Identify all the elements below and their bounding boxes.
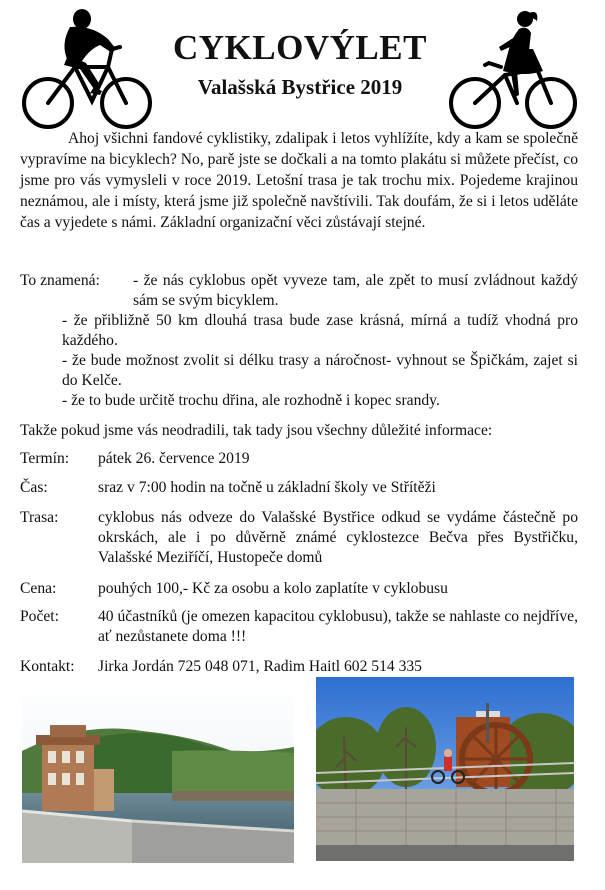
list-item: - že bude možnost zvolit si délku trasy a náročnost- vyhnout se Špičkám, zajet si do Kelče. <box>62 352 578 389</box>
kontakt-label: Kontakt: <box>20 658 75 675</box>
trasa-label: Trasa: <box>20 509 59 526</box>
to-znamena-label: To znamená: <box>20 272 100 289</box>
cyclist-woman-icon <box>445 5 580 133</box>
list-item: - že to bude určitě trochu dřina, ale rozhodně i kopec srandy. <box>62 392 440 409</box>
cas-value: sraz v 7:00 hodin na točně u základní školy ve Střítěži <box>98 479 436 496</box>
kontakt-value: Jirka Jordán 725 048 071, Radim Haitl 602 514 335 <box>98 658 422 675</box>
cena-value: pouhých 100,- Kč za osobu a kolo zaplatíte v cyklobusu <box>98 580 448 597</box>
pocet-value: 40 účastníků (je omezen kapacitou cyklobusu), takže se nahlaste co nejdříve, ať nezůstanete doma !!! <box>98 608 578 645</box>
info-intro: Takže pokud jsme vás neodradili, tak tady jsou všechny důležité informace: <box>20 422 493 439</box>
pocet-label: Počet: <box>20 608 59 625</box>
reservoir-dam-photo <box>22 681 294 863</box>
poster-subtitle: Valašská Bystřice 2019 <box>197 75 403 99</box>
termin-label: Termín: <box>20 450 70 467</box>
list-item: - že přibližně 50 km dlouhá trasa bude zase krásná, mírná a tudíž vhodná pro každého. <box>62 312 578 349</box>
cena-label: Cena: <box>20 580 57 597</box>
trasa-value: cyklobus nás odveze do Valašské Bystřice odkud se vydáme částečně po okrskách, ale i po důvěrně známé cyklostezce Bečva přes Bystřičku, Valašské Meziříčí, Hustopeče domů <box>98 509 578 566</box>
cyclist-man-icon <box>20 5 155 133</box>
termin-value: pátek 26. července 2019 <box>98 450 250 467</box>
poster-title: CYKLOVÝLET <box>173 28 427 67</box>
intro-paragraph: Ahoj všichni fandové cyklistiky, zdalipak i letos vyhlížíte, kdy a kam se společně vypravíme na bicyklech? No, parě jste se dočkali a na tomto plakátu si můžete přečíst, co jsme pro vás vymysleli v roce 2019. Letošní trasa je tak trochu mix. Pojedeme krajinou neznámou, ale i místy, která jsme již společně navštívili. Tak doufám, že si i letos uděláte čas a vyjedete s námi. Základní organizační věci zůstávají stejné. <box>20 130 578 231</box>
cyclist-by-waterwheel-photo <box>316 677 574 861</box>
cas-label: Čas: <box>20 479 48 496</box>
list-item: - že nás cyklobus opět vyveze tam, ale zpět to musí zvládnout každý sám se svým bicyklem. <box>133 272 578 309</box>
